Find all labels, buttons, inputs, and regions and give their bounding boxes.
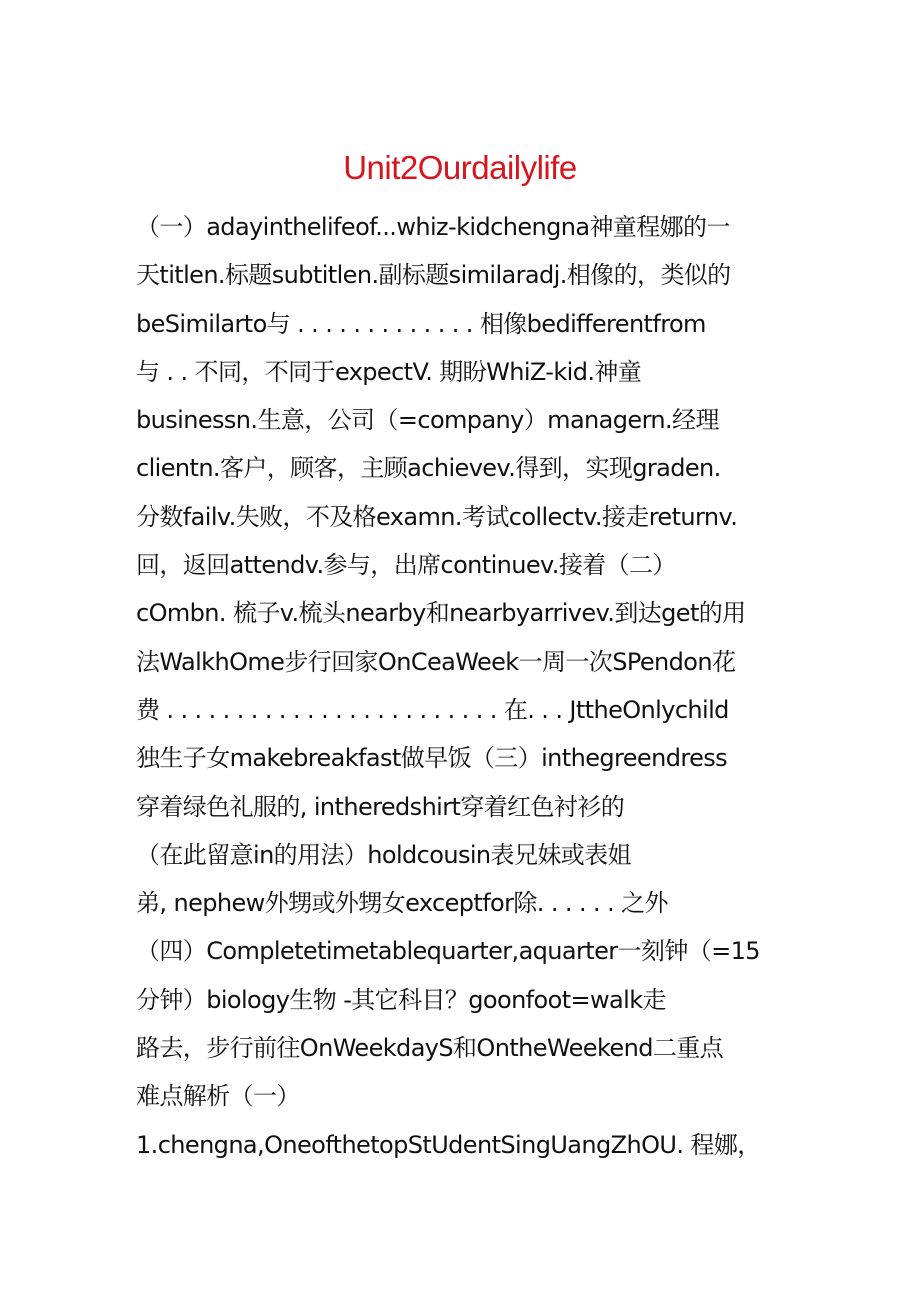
- text-line: 与 . . 不同，不同于expectV. 期盼WhiZ-kid.神童: [136, 357, 642, 386]
- text-line: 弟, nephew外甥或外甥女exceptfor除. . . . . . 之外: [136, 889, 668, 918]
- text-line: 回，返回attendv.参与，出席continuev.接着（二）: [136, 551, 676, 580]
- text-line: 路去，步行前往OnWeekdayS和OntheWeekend二重点: [136, 1034, 724, 1063]
- text-line: 独生子女makebreakfast做早饭（三）inthegreendress: [136, 744, 728, 773]
- text-line: businessn.生意，公司（=company）managern.经理: [136, 406, 719, 435]
- document-title: Unit2Ourdailylife: [343, 149, 577, 186]
- text-line: （一）adayinthelifeof...whiz-kidchengna神童程娜的一: [136, 213, 730, 241]
- text-line: 天titlen.标题subtitlen.副标题similaradj.相像的，类似的: [136, 261, 731, 290]
- text-line: 法WalkhOme步行回家OnCeaWeek一周一次SPendon花: [136, 647, 736, 676]
- text-line: cOmbn. 梳子v.梳头nearby和nearbyarrivev.到达get的用: [136, 599, 746, 628]
- text-line: 1.chengna,OneofthetopStUdentSingUangZhOU. 程娜，: [136, 1130, 761, 1159]
- text-line: 费 . . . . . . . . . . . . . . . . . . . . . . . . 在. . . JttheOnlychild: [136, 695, 729, 724]
- text-line: 难点解析（一）: [136, 1082, 300, 1111]
- text-line: 分数failv.失败，不及格examn.考试collectv.接走returnv.: [136, 502, 738, 531]
- text-line: 穿着绿色礼服的, intheredshirt穿着红色衬衫的: [136, 792, 625, 821]
- text-line: （在此留意in的用法）holdcousin表兄妹或表姐: [136, 840, 631, 869]
- text-line: 分钟）biology生物 -其它科目？goonfoot=walk走: [136, 985, 666, 1014]
- document-body: [136, 203, 816, 1169]
- text-line: （四）Completetimetablequarter,aquarter一刻钟（=15: [136, 937, 760, 966]
- text-line: beSimilarto与 . . . . . . . . . . . . . 相像bedifferentfrom: [136, 309, 706, 338]
- text-line: clientn.客户，顾客，主顾achievev.得到，实现graden.: [136, 454, 721, 483]
